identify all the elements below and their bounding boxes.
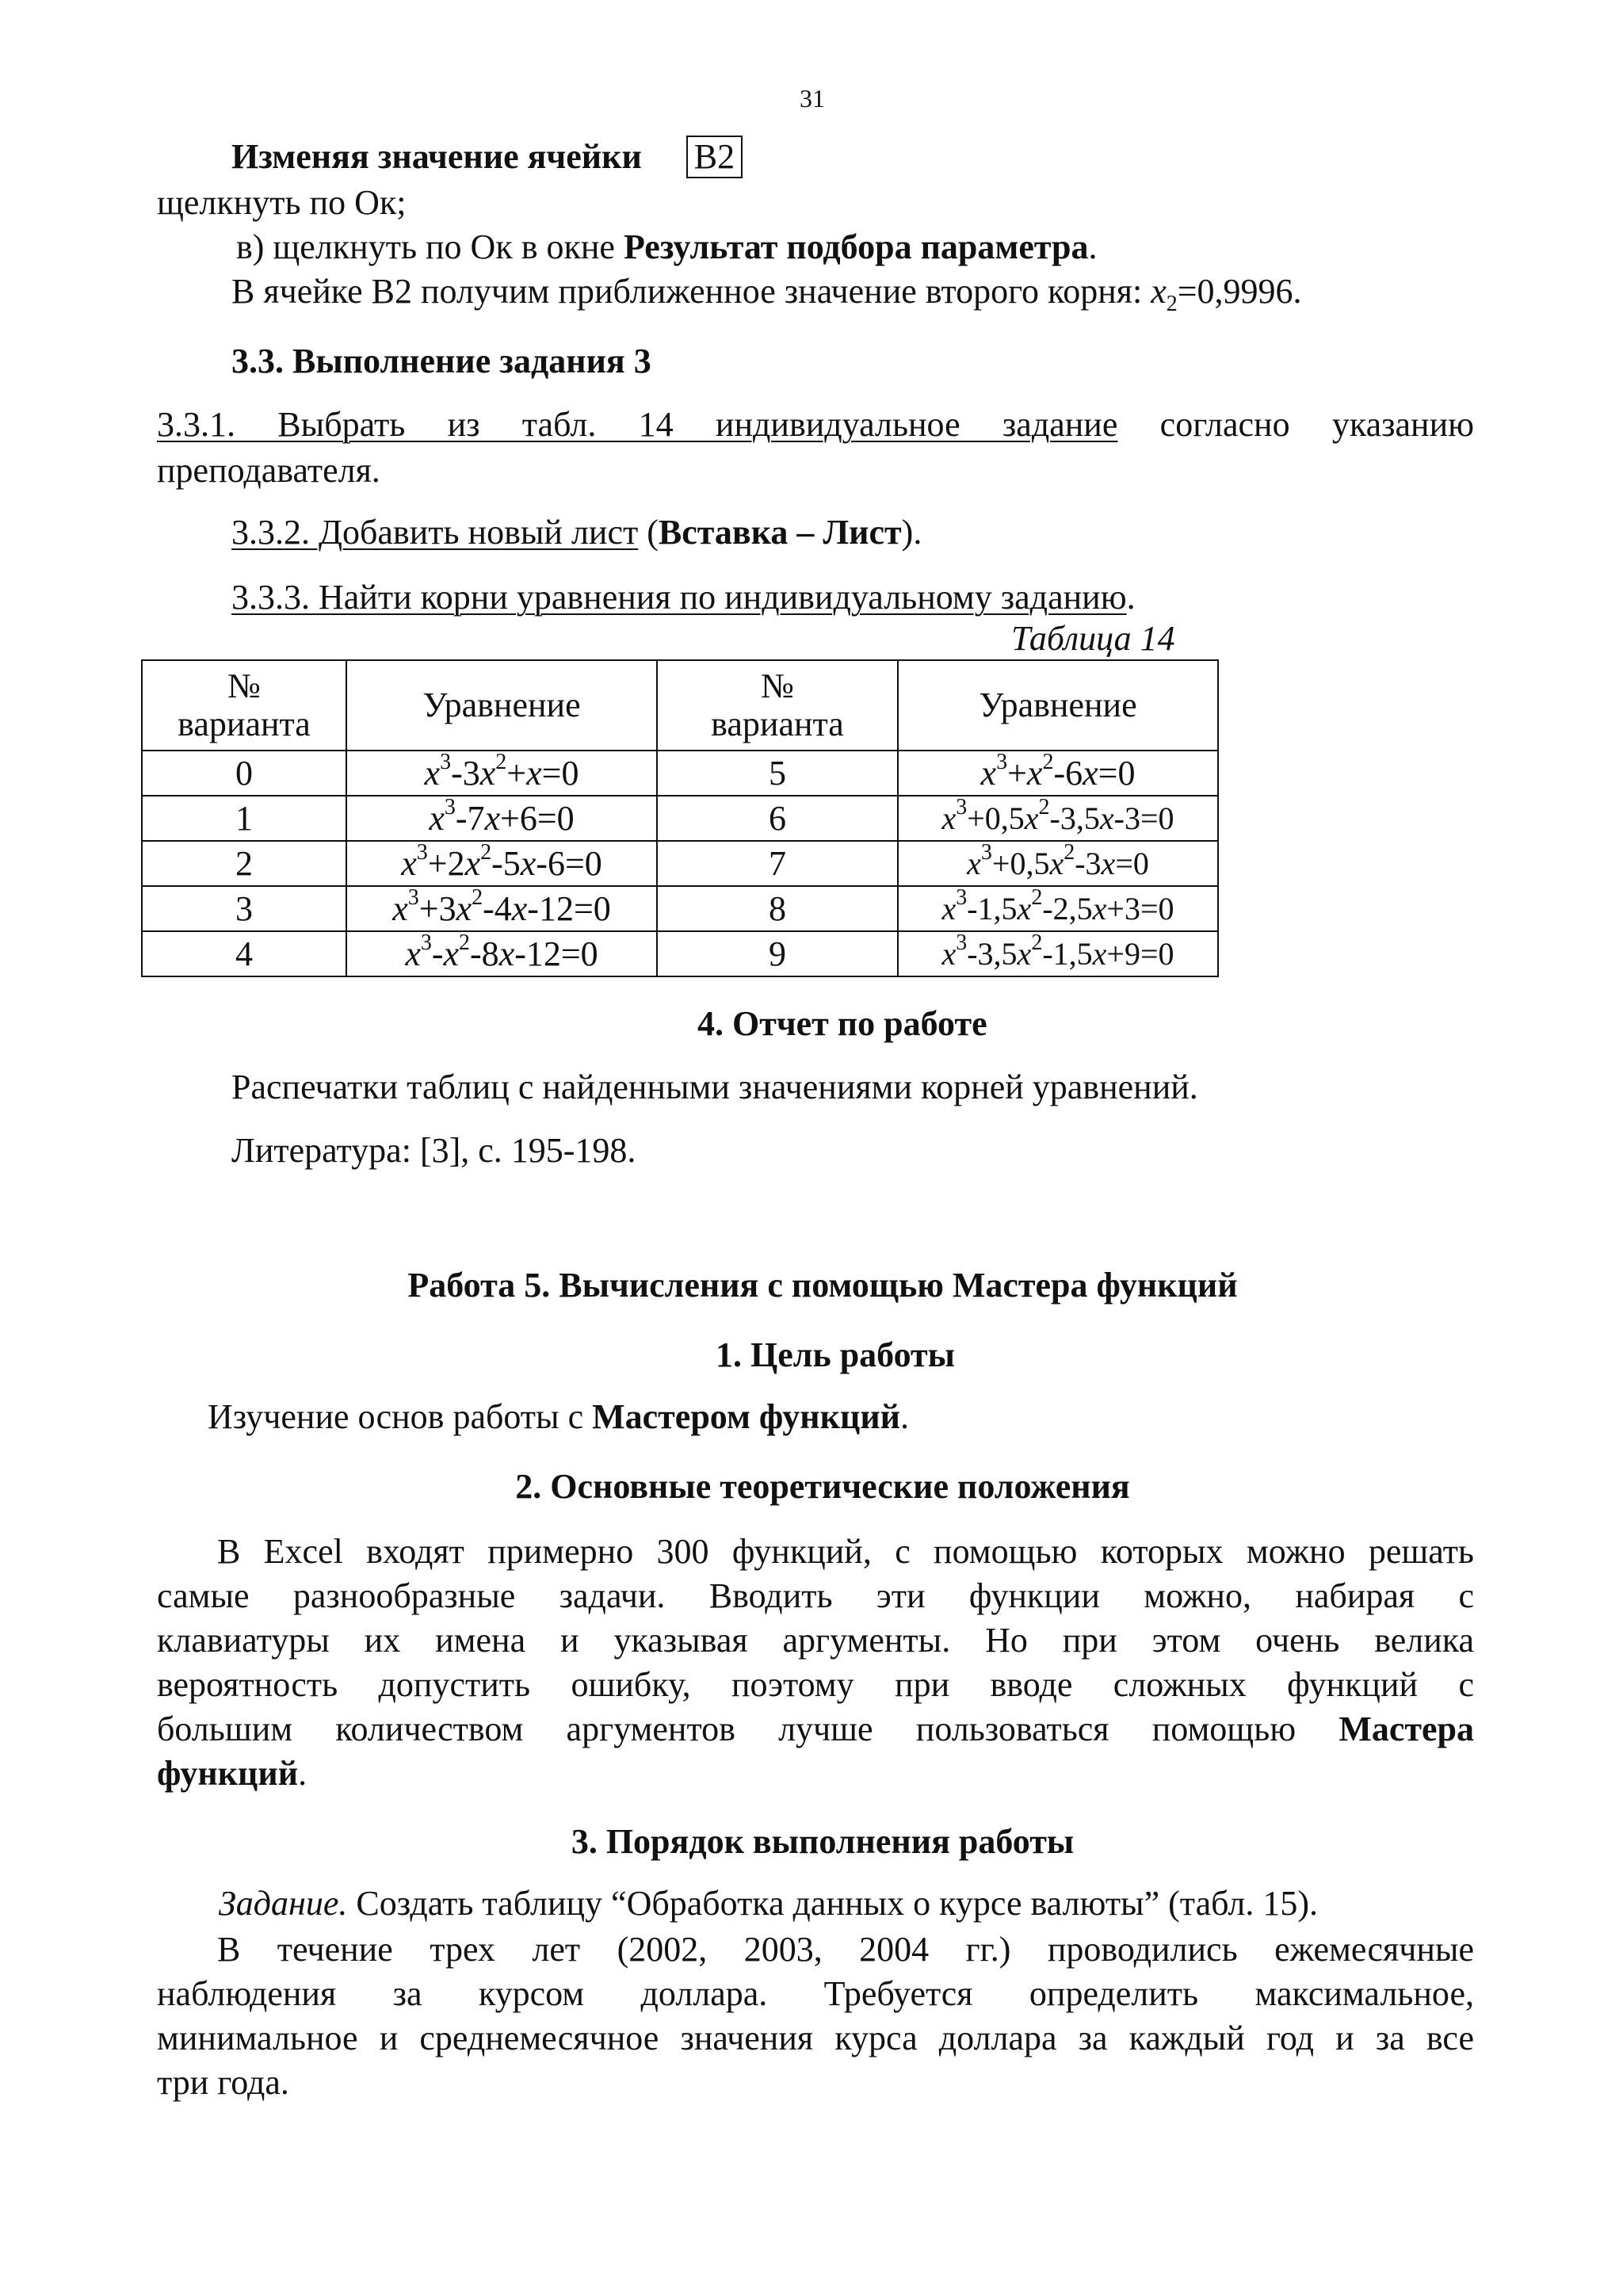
step-3-3-2-open: ( xyxy=(638,513,659,552)
step-v-suffix: . xyxy=(1088,227,1098,266)
variant-cell: 7 xyxy=(657,841,898,886)
step-3-3-3-end: . xyxy=(1126,578,1136,617)
variant-cell: 8 xyxy=(657,886,898,931)
task-line-2: наблюдения за курсом доллара. Требуется определить максимальное, xyxy=(157,1974,1474,2013)
theory-line-5 xyxy=(157,1707,1474,1752)
equation-cell: $x^3-1,5x^2-2,5x+3=0$ xyxy=(898,886,1218,931)
header-variant-2: № варианта xyxy=(657,660,898,751)
task-line xyxy=(219,1881,1318,1926)
goal-suffix: . xyxy=(900,1397,910,1436)
equation-cell: $x^3+0,5x^2-3,5x-3=0$ xyxy=(898,796,1218,841)
header-equation-1: Уравнение xyxy=(346,660,657,751)
result-value: =0,9996. xyxy=(1177,272,1302,311)
goal-text xyxy=(208,1395,909,1439)
table-14-caption: Таблица 14 xyxy=(1011,619,1175,658)
step-3-3-3-underlined: 3.3.3. Найти корни уравнения по индивидуальному заданию xyxy=(231,578,1127,617)
step-v-bold: Результат подбора параметра xyxy=(623,227,1089,266)
table-row xyxy=(142,796,1218,841)
step-v-prefix: в) щелкнуть по Ок в окне xyxy=(236,227,624,266)
step-3-3-2-underlined: 3.3.2. Добавить новый лист xyxy=(231,513,639,552)
variant-cell: 1 xyxy=(142,796,346,841)
equation-cell: $x^3-x^2-8x-12=0$ xyxy=(346,931,657,976)
table-header-row xyxy=(142,660,1218,751)
literature-text: Литература: [3], с. 195-198. xyxy=(231,1131,636,1170)
header-equation-2: Уравнение xyxy=(898,660,1218,751)
b2-line-text: Изменяя значение ячейки xyxy=(231,137,642,176)
table-row xyxy=(142,886,1218,931)
equation-cell: $x^3+x^2-6x=0$ xyxy=(898,751,1218,796)
equation-cell: $x^3+3x^2-4x-12=0$ xyxy=(346,886,657,931)
theory-line-4: вероятность допустить ошибку, поэтому при вводе сложных функций с xyxy=(157,1665,1474,1704)
page-number: 31 xyxy=(800,84,825,113)
cell-ref-box: B2 xyxy=(686,136,743,178)
section-3-3-text: 3.3. Выполнение задания 3 xyxy=(231,342,651,380)
report-text: Распечатки таблиц с найденными значениями корней уравнений. xyxy=(231,1068,1198,1106)
step-3-3-1-underlined: 3.3.1. Выбрать из табл. 14 индивидуальное задание xyxy=(157,405,1118,444)
result-line xyxy=(231,269,1302,327)
variant-cell: 3 xyxy=(142,886,346,931)
variant-cell: 6 xyxy=(657,796,898,841)
table-row xyxy=(142,751,1218,796)
step-3-3-1-rest: согласно указанию xyxy=(1117,405,1474,444)
work-5-title-text: Работа 5. Вычисления с помощью Мастера функций xyxy=(407,1266,1238,1305)
equation-cell: $x^3-3x^2+x=0$ xyxy=(346,751,657,796)
theory-line-1: В Excel входят примерно 300 функций, с помощью которых можно решать xyxy=(217,1532,1474,1571)
result-sub: 2 xyxy=(1166,291,1178,316)
procedure-heading-text: 3. Порядок выполнения работы xyxy=(571,1822,1075,1861)
work-5-title xyxy=(0,1263,1623,1308)
task-text: Создать таблицу “Обработка данных о курсе валюты” (табл. 15). xyxy=(347,1884,1318,1923)
theory-line-6 xyxy=(157,1752,307,1796)
section-3-3-heading xyxy=(231,339,651,384)
step-3-3-1-cont: преподавателя. xyxy=(157,451,380,490)
variant-cell: 5 xyxy=(657,751,898,796)
equation-cell: $x^3-3,5x^2-1,5x+9=0$ xyxy=(898,931,1218,976)
step-3-3-3-line xyxy=(231,575,1136,620)
theory-heading xyxy=(0,1465,1623,1509)
equation-cell: $x^3+2x^2-5x-6=0$ xyxy=(346,841,657,886)
step-3-3-2-close: ). xyxy=(901,513,922,552)
goal-heading xyxy=(0,1333,1623,1377)
theory-last-bold: Мастера xyxy=(1338,1710,1474,1748)
equation-cell: $x^3+0,5x^2-3x=0$ xyxy=(898,841,1218,886)
theory-heading-text: 2. Основные теоретические положения xyxy=(515,1467,1130,1506)
theory-line-3: клавиатуры их имена и указывая аргументы. Но при этом очень велика xyxy=(157,1621,1474,1660)
section-4-heading xyxy=(697,1002,987,1046)
table-row xyxy=(142,931,1218,976)
result-var: x xyxy=(1151,272,1167,311)
goal-bold: Мастером функций xyxy=(592,1397,901,1436)
variant-cell: 9 xyxy=(657,931,898,976)
section-4-text: 4. Отчет по работе xyxy=(697,1004,987,1043)
step-v-line xyxy=(236,225,1098,269)
equation-cell: $x^3-7x+6=0$ xyxy=(346,796,657,841)
result-prefix: В ячейке В2 получим приближенное значение второго корня: xyxy=(231,272,1151,311)
theory-line-2: самые разнообразные задачи. Вводить эти функции можно, набирая с xyxy=(157,1576,1474,1615)
theory-last-text: большим количеством аргументов лучше пользоваться помощью xyxy=(157,1710,1339,1748)
task-line-4: три года. xyxy=(157,2063,289,2102)
theory-last-bold-2: функций xyxy=(157,1754,299,1793)
step-3-3-1-line xyxy=(157,403,1474,447)
goal-heading-text: 1. Цель работы xyxy=(716,1335,955,1374)
click-ok-line: щелкнуть по Ок; xyxy=(157,183,407,222)
task-label: Задание. xyxy=(219,1884,348,1923)
header-variant-1: № варианта xyxy=(142,660,346,751)
table-14 xyxy=(141,659,1219,977)
procedure-heading xyxy=(0,1820,1623,1864)
table-row xyxy=(142,841,1218,886)
variant-cell: 4 xyxy=(142,931,346,976)
task-line-3: минимальное и среднемесячное значения курса доллара за каждый год и за все xyxy=(157,2019,1474,2057)
step-3-3-2-line xyxy=(231,510,922,555)
step-3-3-2-bold: Вставка – Лист xyxy=(658,513,902,552)
variant-cell: 2 xyxy=(142,841,346,886)
theory-last-end: . xyxy=(298,1754,307,1793)
task-line-1: В течение трех лет (2002, 2003, 2004 гг.) проводились ежемесячные xyxy=(217,1930,1474,1969)
b2-line xyxy=(231,135,743,179)
goal-prefix: Изучение основ работы с xyxy=(208,1397,593,1436)
variant-cell: 0 xyxy=(142,751,346,796)
